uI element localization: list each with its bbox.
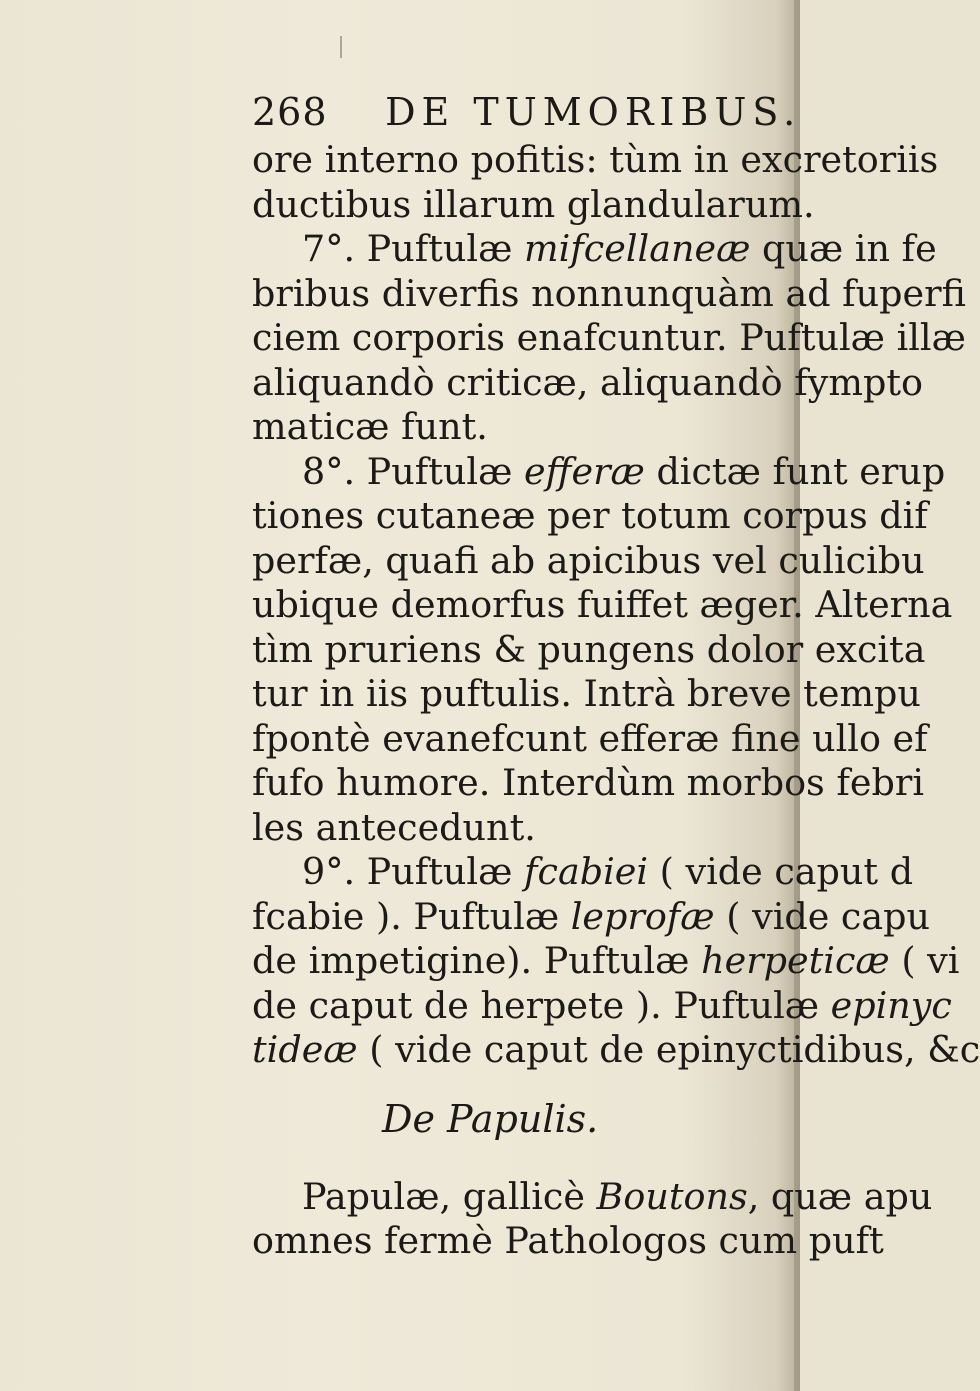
text-line: tiones cutaneæ per totum corpus dif [252, 494, 928, 537]
text-line: ciem corporis enafcuntur. Puftulæ illæ [252, 316, 966, 359]
text-line: tìm pruriens & pungens dolor excita [252, 627, 926, 671]
page-number: 268 [252, 90, 328, 134]
text-line: ore interno pofitis: tùm in excretoriis [252, 138, 939, 181]
text-line: maticæ funt. [252, 405, 488, 448]
text-line: ubique demorfus fuiffet æger. Alterna [252, 583, 953, 626]
text-line: fpontè evanefcunt efferæ fine ullo ef [252, 716, 928, 760]
text-line: de impetigine). Puftulæ herpeticæ ( vi [252, 939, 960, 982]
body-text [252, 138, 980, 1264]
text-line: aliquandò criticæ, aliquandò fympto [252, 360, 923, 404]
text-line: tideæ ( vide caput de epinyctidibus, &c [252, 1028, 980, 1071]
text-line: tur in iis puftulis. Intrà breve tempu [252, 672, 921, 715]
text-line: 9°. Puftulæ fcabiei ( vide caput d [302, 850, 914, 893]
text-line: perfæ, quafi ab apicibus vel culicibu [252, 538, 925, 582]
running-header [252, 90, 801, 134]
text-line: de caput de herpete ). Puftulæ epinyc [252, 983, 952, 1027]
text-line: bribus diverfis nonnunquàm ad fuperfi [252, 271, 966, 315]
text-line: ductibus illarum glandularum. [252, 182, 815, 226]
section-heading: De Papulis. [382, 1096, 599, 1141]
text-line: fcabie ). Puftulæ leprofæ ( vide capu [252, 894, 931, 938]
text-line: les antecedunt. [252, 805, 536, 849]
text-line: fufo humore. Interdùm morbos febri [252, 761, 924, 804]
text-line: 7°. Puftulæ mifcellaneæ quæ in fe [302, 227, 937, 270]
text-line: omnes fermè Pathologos cum puft [252, 1219, 884, 1262]
running-title: DE TUMORIBUS. [385, 90, 802, 134]
ink-speck [340, 36, 342, 58]
text-line: Papulæ, gallicè Boutons, quæ apu [302, 1174, 933, 1218]
text-line: 8°. Puftulæ efferæ dictæ funt erup [302, 449, 946, 493]
